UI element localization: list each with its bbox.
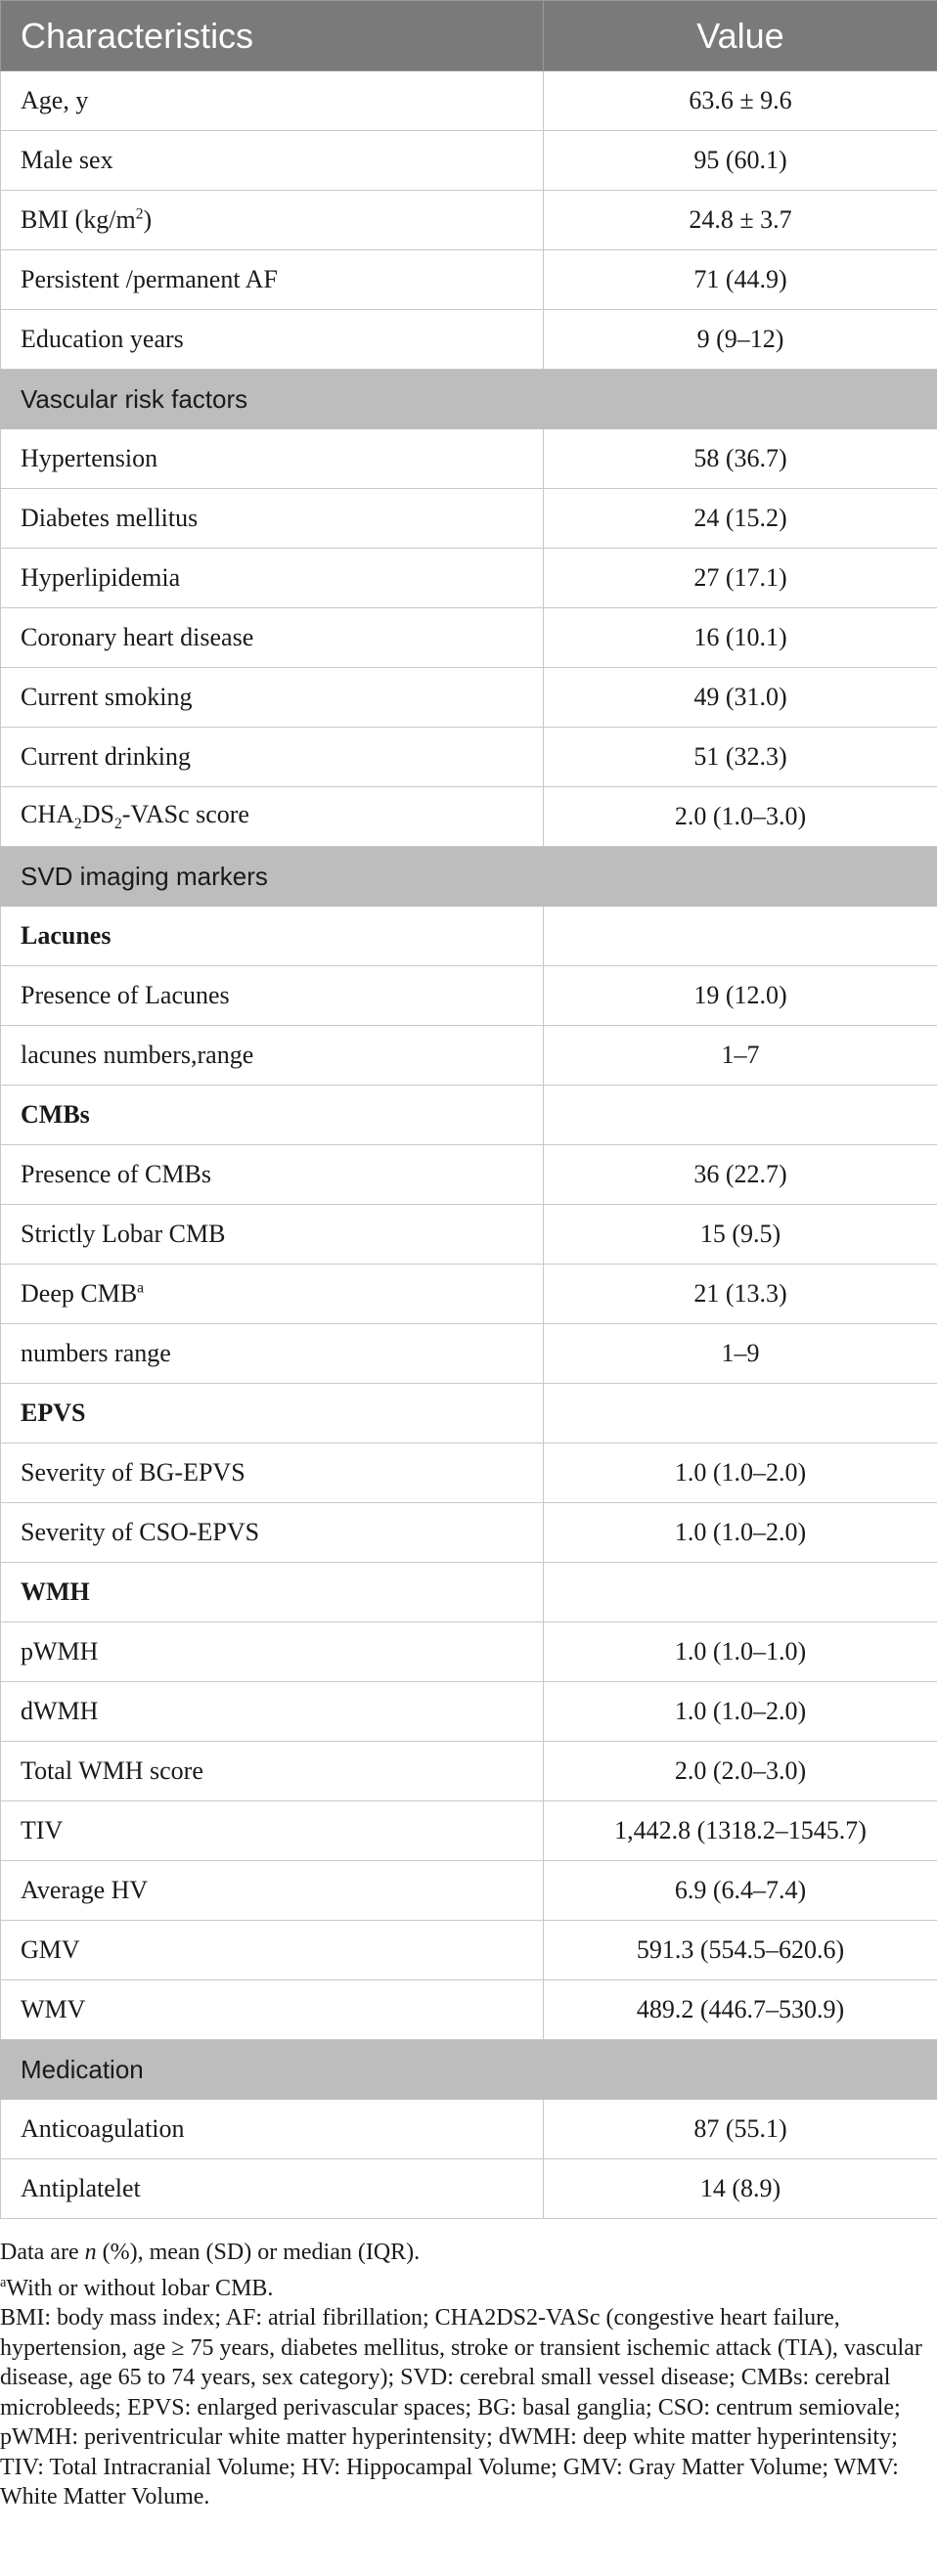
table-row <box>1 1861 937 1921</box>
section-label: Medication <box>1 2040 937 2100</box>
table-row <box>1 787 937 847</box>
table-row <box>1 728 937 787</box>
table-row <box>1 549 937 608</box>
table-body <box>1 71 937 2219</box>
table-header-row <box>1 1 937 71</box>
row-value: 95 (60.1) <box>544 131 937 191</box>
row-label: Presence of CMBs <box>1 1145 544 1205</box>
header-value: Value <box>544 1 937 71</box>
table-row <box>1 310 937 370</box>
table-row <box>1 1205 937 1265</box>
row-label: Hyperlipidemia <box>1 549 544 608</box>
table-row <box>1 2159 937 2219</box>
row-label: WMH <box>1 1563 544 1622</box>
row-value: 27 (17.1) <box>544 549 937 608</box>
table-row <box>1 429 937 489</box>
table-row <box>1 668 937 728</box>
row-value: 1.0 (1.0–2.0) <box>544 1443 937 1503</box>
section-header-row <box>1 2040 937 2100</box>
row-value: 24 (15.2) <box>544 489 937 549</box>
row-value: 14 (8.9) <box>544 2159 937 2219</box>
group-header-row <box>1 1384 937 1443</box>
table-row <box>1 1980 937 2040</box>
table-row <box>1 1026 937 1086</box>
row-value: 6.9 (6.4–7.4) <box>544 1861 937 1921</box>
row-value: 1.0 (1.0–2.0) <box>544 1682 937 1742</box>
row-label: Average HV <box>1 1861 544 1921</box>
section-label: SVD imaging markers <box>1 847 937 907</box>
table-row <box>1 1921 937 1980</box>
row-label: TIV <box>1 1801 544 1861</box>
row-value: 2.0 (2.0–3.0) <box>544 1742 937 1801</box>
table-row <box>1 1622 937 1682</box>
row-label: BMI $(kg/m^2)$ <box>1 191 544 250</box>
row-label: Deep CMB$^a$ <box>1 1265 544 1324</box>
table-row <box>1 1443 937 1503</box>
footnote-data-description: Data are n (%), mean (SD) or median (IQR). <box>0 2240 421 2265</box>
row-value: 2.0 (1.0–3.0) <box>544 787 937 847</box>
row-value <box>544 1563 937 1622</box>
row-label: Age, y <box>1 71 544 131</box>
table-row <box>1 1503 937 1563</box>
table-row <box>1 489 937 549</box>
row-value: 36 (22.7) <box>544 1145 937 1205</box>
row-value: 58 (36.7) <box>544 429 937 489</box>
table-row <box>1 1801 937 1861</box>
table-row <box>1 250 937 310</box>
row-value: 1.0 (1.0–1.0) <box>544 1622 937 1682</box>
group-header-row <box>1 907 937 966</box>
row-value: 16 (10.1) <box>544 608 937 668</box>
row-label: Antiplatelet <box>1 2159 544 2219</box>
row-value <box>544 907 937 966</box>
table-row <box>1 191 937 250</box>
table-row <box>1 966 937 1026</box>
row-label: Severity of BG-EPVS <box>1 1443 544 1503</box>
footnote-abbreviations: BMI: body mass index; AF: atrial fibrillation; CHA2DS2-VASc (congestive heart failure, hypertension, age ≥ 75 years, diabetes mellitus, stroke or transient ischemic attack (TIA), vascular disease, age 65 to 74 years, sex category); SVD: cerebral small vessel disease; CMBs: cerebral microbleeds; EPVS: enlarged perivascular spaces; BG: basal ganglia; CSO: centrum semiovale; pWMH: periventricular white matter hyperintensity; dWMH: deep white matter hyperintensity; TIV: Total Intracranial Volume; HV: Hippocampal Volume; GMV: Gray Matter Volume; WMV: White Matter Volume. <box>0 2305 922 2509</box>
row-label: Anticoagulation <box>1 2100 544 2159</box>
row-label: Coronary heart disease <box>1 608 544 668</box>
row-label: $CHA_2DS_2$-VASc score <box>1 787 544 847</box>
row-label: Current drinking <box>1 728 544 787</box>
row-label: WMV <box>1 1980 544 2040</box>
row-value: 1.0 (1.0–2.0) <box>544 1503 937 1563</box>
section-label: Vascular risk factors <box>1 370 937 429</box>
row-value: 591.3 (554.5–620.6) <box>544 1921 937 1980</box>
table-row <box>1 2100 937 2159</box>
row-label: Presence of Lacunes <box>1 966 544 1026</box>
row-label: Male sex <box>1 131 544 191</box>
table-row <box>1 1265 937 1324</box>
group-header-row <box>1 1563 937 1622</box>
row-value: 489.2 (446.7–530.9) <box>544 1980 937 2040</box>
row-label: Diabetes mellitus <box>1 489 544 549</box>
group-header-row <box>1 1086 937 1145</box>
row-value: 21 (13.3) <box>544 1265 937 1324</box>
header-characteristics: Characteristics <box>1 1 544 71</box>
footnote-a: $^a$With or without lobar CMB. <box>0 2274 274 2301</box>
row-label: EPVS <box>1 1384 544 1443</box>
row-label: Hypertension <box>1 429 544 489</box>
row-value: 1,442.8 (1318.2–1545.7) <box>544 1801 937 1861</box>
table-row <box>1 71 937 131</box>
row-label: Total WMH score <box>1 1742 544 1801</box>
row-value: 1–7 <box>544 1026 937 1086</box>
row-value: 71 (44.9) <box>544 250 937 310</box>
row-label: Lacunes <box>1 907 544 966</box>
row-label: dWMH <box>1 1682 544 1742</box>
row-value: 51 (32.3) <box>544 728 937 787</box>
section-header-row <box>1 847 937 907</box>
row-label: Current smoking <box>1 668 544 728</box>
row-label: Severity of CSO-EPVS <box>1 1503 544 1563</box>
row-value: 19 (12.0) <box>544 966 937 1026</box>
row-label: Education years <box>1 310 544 370</box>
row-label: numbers range <box>1 1324 544 1384</box>
row-label: Strictly Lobar CMB <box>1 1205 544 1265</box>
row-value: 24.8 ± 3.7 <box>544 191 937 250</box>
table-row <box>1 1324 937 1384</box>
table-row <box>1 1682 937 1742</box>
row-label: lacunes numbers,range <box>1 1026 544 1086</box>
row-value: 49 (31.0) <box>544 668 937 728</box>
row-value: 87 (55.1) <box>544 2100 937 2159</box>
table-footnotes <box>0 2238 929 2512</box>
row-value: 63.6 ± 9.6 <box>544 71 937 131</box>
row-value <box>544 1086 937 1145</box>
table-row <box>1 608 937 668</box>
row-value: 15 (9.5) <box>544 1205 937 1265</box>
row-value <box>544 1384 937 1443</box>
row-label: pWMH <box>1 1622 544 1682</box>
row-label: GMV <box>1 1921 544 1980</box>
row-value: 1–9 <box>544 1324 937 1384</box>
row-value: 9 (9–12) <box>544 310 937 370</box>
section-header-row <box>1 370 937 429</box>
row-label: Persistent /permanent AF <box>1 250 544 310</box>
table-row <box>1 1145 937 1205</box>
table-row <box>1 131 937 191</box>
row-label: CMBs <box>1 1086 544 1145</box>
table-row <box>1 1742 937 1801</box>
